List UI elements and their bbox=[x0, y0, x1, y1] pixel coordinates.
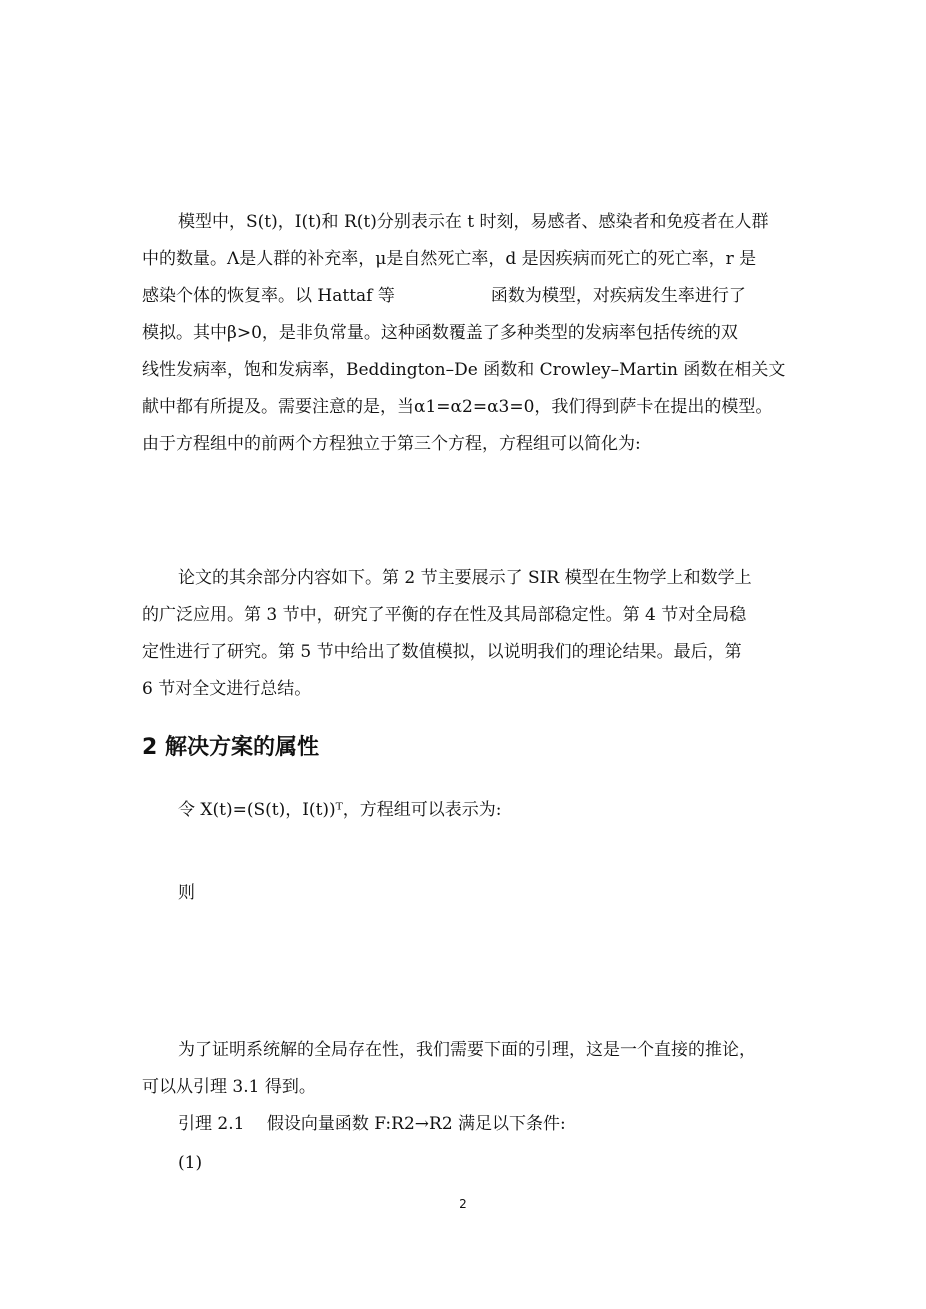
paragraph-line-part: 感染个体的恢复率。以 Hattaf 等 bbox=[142, 286, 395, 306]
paragraph-line: 可以从引理 3.1 得到。 bbox=[142, 1077, 316, 1097]
intro-paragraph bbox=[142, 204, 788, 463]
paragraph-line: 线性发病率，饱和发病率，Beddington–De 函数和 Crowley–Martin 函数在相关文 bbox=[142, 360, 786, 380]
condition-label: (1) bbox=[178, 1153, 203, 1173]
paragraph-line: 中的数量。Λ是人群的补充率，μ是自然死亡率，d 是因疾病而死亡的死亡率，r 是 bbox=[142, 249, 757, 269]
paragraph-line bbox=[142, 278, 788, 315]
paragraph-line: 模型中，S(t)，I(t)和 R(t)分别表示在 t 时刻，易感者、感染者和免疫者在人群 bbox=[178, 212, 769, 232]
paragraph-line: 6 节对全文进行总结。 bbox=[142, 679, 312, 699]
outline-paragraph bbox=[142, 560, 788, 708]
page-number: 2 bbox=[459, 1197, 467, 1211]
paragraph-line: 由于方程组中的前两个方程独立于第三个方程，方程组可以简化为: bbox=[142, 434, 641, 454]
paragraph-line: 定性进行了研究。第 5 节中给出了数值模拟，以说明我们的理论结果。最后，第 bbox=[142, 642, 742, 662]
paragraph-line: 模拟。其中β>0，是非负常量。这种函数覆盖了多种类型的发病率包括传统的双 bbox=[142, 323, 738, 343]
then-statement: 则 bbox=[178, 883, 195, 903]
paragraph-line: 论文的其余部分内容如下。第 2 节主要展示了 SIR 模型在生物学上和数学上 bbox=[178, 568, 752, 588]
paragraph-line: 献中都有所提及。需要注意的是，当α1=α2=α3=0，我们得到萨卡在提出的模型。 bbox=[142, 397, 773, 417]
paragraph-line: 的广泛应用。第 3 节中，研究了平衡的存在性及其局部稳定性。第 4 节对全局稳 bbox=[142, 605, 747, 625]
lemma-intro-paragraph bbox=[142, 1032, 788, 1106]
lemma-statement: 引理 2.1 假设向量函数 F:R2→R2 满足以下条件: bbox=[178, 1114, 566, 1134]
paragraph-line-part: 函数为模型，对疾病发生率进行了 bbox=[490, 286, 746, 306]
paragraph-line: 为了证明系统解的全局存在性，我们需要下面的引理，这是一个直接的推论， bbox=[178, 1040, 756, 1060]
let-statement: 令 X(t)=(S(t)，I(t))ᵀ，方程组可以表示为: bbox=[178, 800, 502, 820]
section-heading: 2 解决方案的属性 bbox=[142, 735, 319, 760]
